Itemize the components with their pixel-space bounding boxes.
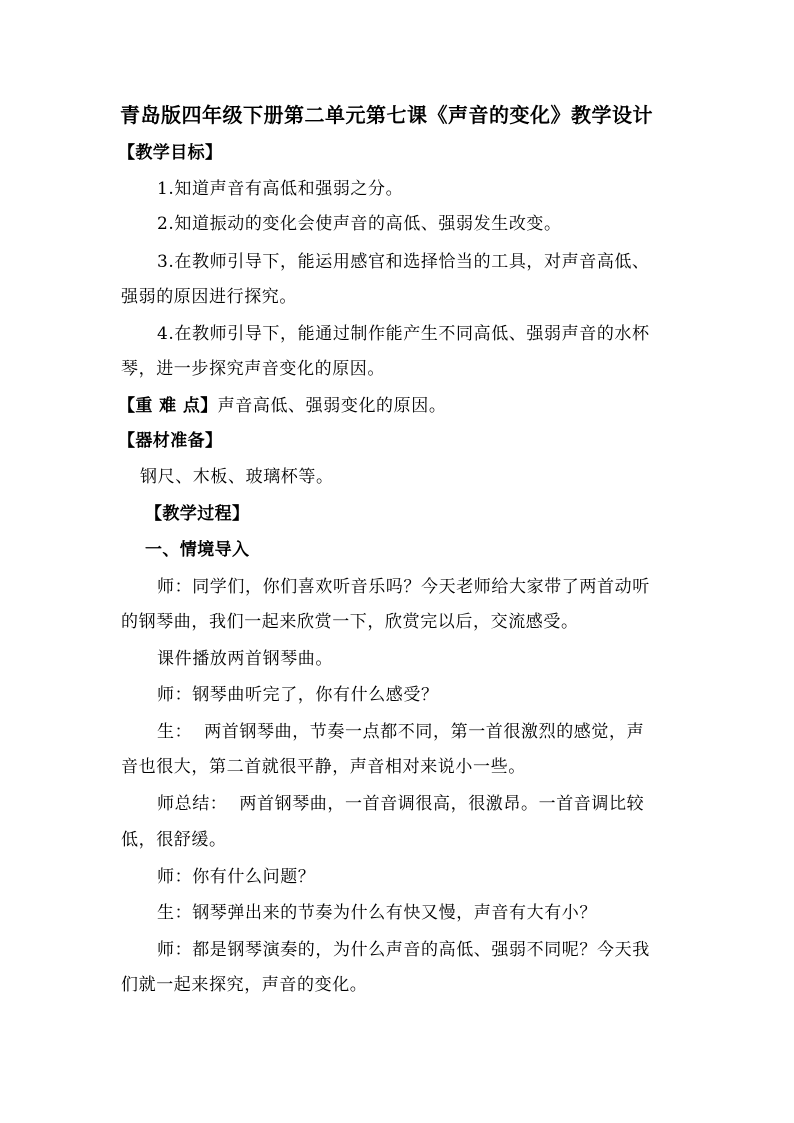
paragraph-4-line-2: 音也很大，第二首就很平静，声音相对来说小一些。 bbox=[121, 757, 526, 777]
paragraph-2: 课件播放两首钢琴曲。 bbox=[157, 649, 333, 669]
materials-heading: 【器材准备】 bbox=[118, 431, 223, 451]
objective-4-line-1: 4.在教师引导下，能通过制作能产生不同高低、强弱声音的水杯 bbox=[157, 324, 650, 344]
key-points-text: 声音高低、强弱变化的原因。 bbox=[217, 396, 447, 416]
paragraph-4-line-1 bbox=[157, 721, 644, 743]
paragraph-5-text: 两首钢琴曲，一首音调很高，很激昂。一首音调比较 bbox=[239, 794, 645, 814]
paragraph-5-speaker: 师总结： bbox=[157, 794, 228, 814]
paragraph-5-line-1 bbox=[157, 793, 644, 815]
key-points-heading: 【重 难 点】 bbox=[118, 396, 218, 416]
objectives-heading: 【教学目标】 bbox=[118, 143, 223, 163]
key-points-line bbox=[118, 395, 446, 417]
paragraph-8-line-1: 师：都是钢琴演奏的，为什么声音的高低、强弱不同呢？今天我 bbox=[157, 940, 650, 960]
objective-1: 1.知道声音有高低和强弱之分。 bbox=[157, 179, 404, 199]
paragraph-1-line-2: 的钢琴曲，我们一起来欣赏一下，欣赏完以后，交流感受。 bbox=[121, 612, 579, 632]
objective-2: 2.知道振动的变化会使声音的高低、强弱发生改变。 bbox=[157, 214, 562, 234]
paragraph-7: 生：钢琴弹出来的节奏为什么有快又慢，声音有大有小？ bbox=[157, 903, 597, 923]
objective-3-line-1: 3.在教师引导下，能运用感官和选择恰当的工具，对声音高低、 bbox=[157, 252, 650, 272]
process-heading: 【教学过程】 bbox=[145, 504, 250, 524]
objective-4-line-2: 琴，进一步探究声音变化的原因。 bbox=[121, 359, 385, 379]
section-1-heading: 一、情境导入 bbox=[145, 540, 250, 560]
paragraph-5-line-2: 低，很舒缓。 bbox=[121, 830, 227, 850]
paragraph-8-line-2: 们就一起来探究，声音的变化。 bbox=[121, 975, 368, 995]
objective-3-line-2: 强弱的原因进行探究。 bbox=[121, 287, 297, 307]
materials-text: 钢尺、木板、玻璃杯等。 bbox=[140, 467, 334, 487]
paragraph-1-line-1: 师：同学们，你们喜欢听音乐吗？今天老师给大家带了两首动听 bbox=[157, 577, 650, 597]
paragraph-6: 师：你有什么问题？ bbox=[157, 867, 316, 887]
paragraph-3: 师：钢琴曲听完了，你有什么感受？ bbox=[157, 685, 439, 705]
paragraph-4-text: 两首钢琴曲，节奏一点都不同，第一首很激烈的感觉，声 bbox=[204, 722, 645, 742]
document-title: 青岛版四年级下册第二单元第七课《声音的变化》教学设计 bbox=[120, 103, 653, 127]
paragraph-4-speaker: 生： bbox=[157, 722, 193, 742]
